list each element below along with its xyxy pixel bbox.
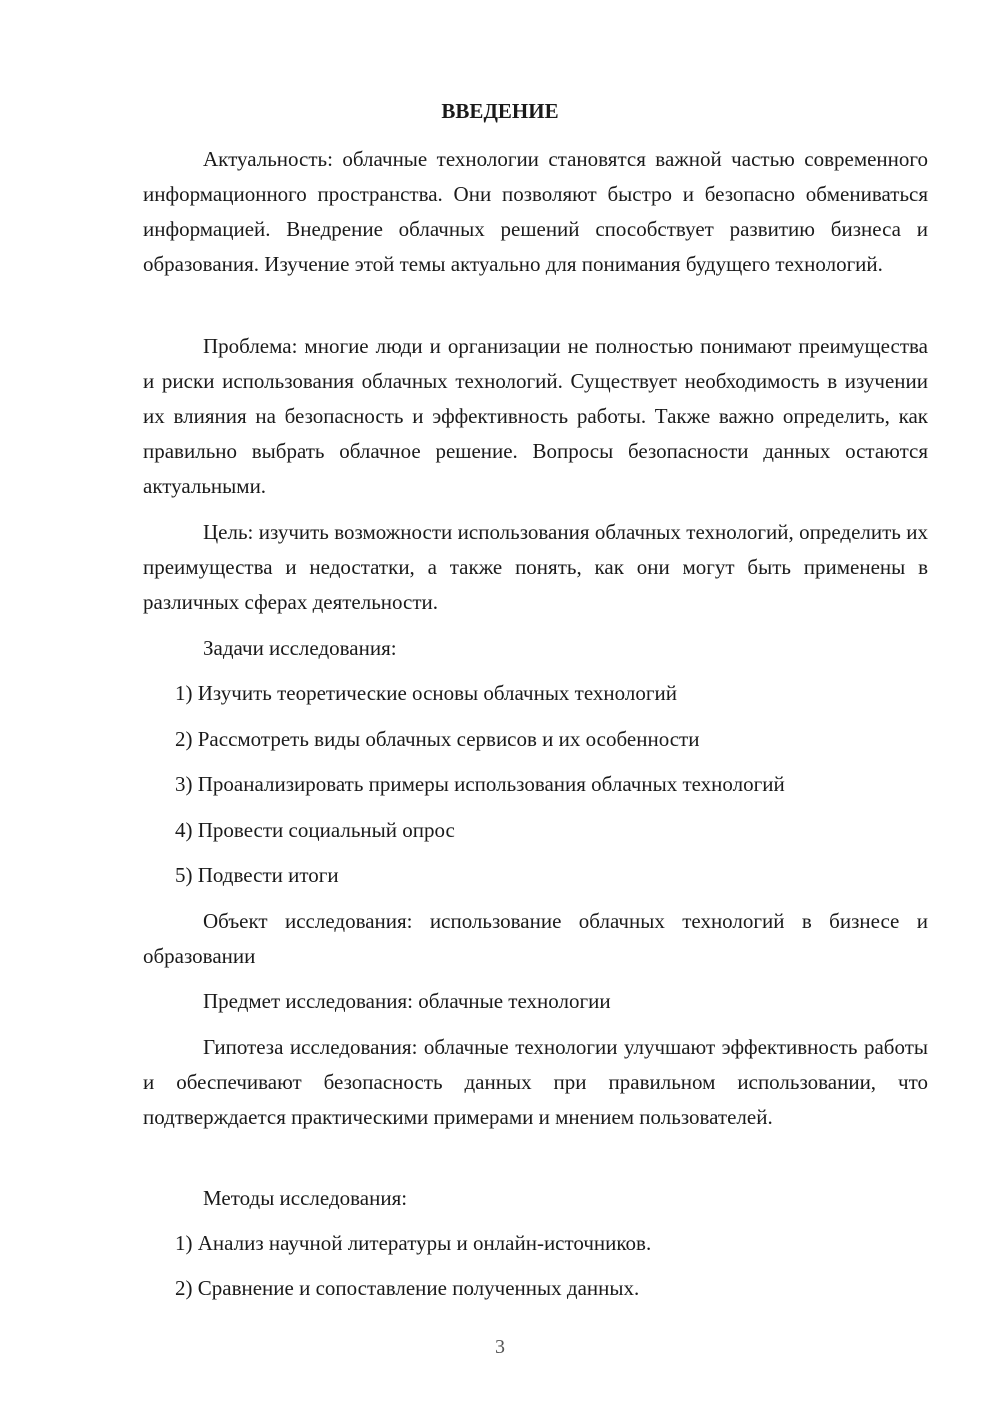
problem-paragraph: Проблема: многие люди и организации не полностью понимают преимущества и риски использования облачных технологий. Существует необходимость в изучении их влияния на безопасность и эффективность работы. Также важно определить, как правильно выбрать облачное решение. Вопросы безопасности данных остаются актуальными. — [143, 334, 928, 498]
task-item: 3) Проанализировать примеры использования облачных технологий — [175, 772, 785, 796]
methods-heading: Методы исследования: — [203, 1186, 408, 1210]
object-paragraph: Объект исследования: использование облачных технологий в бизнесе и образовании — [143, 909, 928, 968]
page-number: 3 — [495, 1336, 505, 1358]
task-item: 1) Изучить теоретические основы облачных технологий — [175, 681, 677, 705]
method-item: 1) Анализ научной литературы и онлайн-источников. — [175, 1231, 652, 1255]
relevance-paragraph: Актуальность: облачные технологии становятся важной частью современного информационного пространства. Они позволяют быстро и безопасно обмениваться информацией. Внедрение облачных решений способствует развитию бизнеса и образования. Изучение этой темы актуально для понимания будущего технологий. — [143, 147, 928, 276]
goal-paragraph: Цель: изучить возможности использования облачных технологий, определить их преимущества и недостатки, а также понять, как они могут быть применены в различных сферах деятельности. — [143, 520, 928, 614]
hypothesis-paragraph: Гипотеза исследования: облачные технологии улучшают эффективность работы и обеспечивают безопасность данных при правильном использовании, что подтверждается практическими примерами и мнением пользователей. — [143, 1035, 928, 1129]
task-item: 5) Подвести итоги — [175, 863, 339, 887]
method-item: 2) Сравнение и сопоставление полученных данных. — [175, 1276, 640, 1300]
page-title: ВВЕДЕНИЕ — [441, 99, 559, 123]
task-item: 2) Рассмотреть виды облачных сервисов и их особенности — [175, 727, 700, 751]
subject-paragraph: Предмет исследования: облачные технологии — [203, 989, 611, 1013]
task-item: 4) Провести социальный опрос — [175, 818, 455, 842]
tasks-heading: Задачи исследования: — [203, 636, 397, 660]
